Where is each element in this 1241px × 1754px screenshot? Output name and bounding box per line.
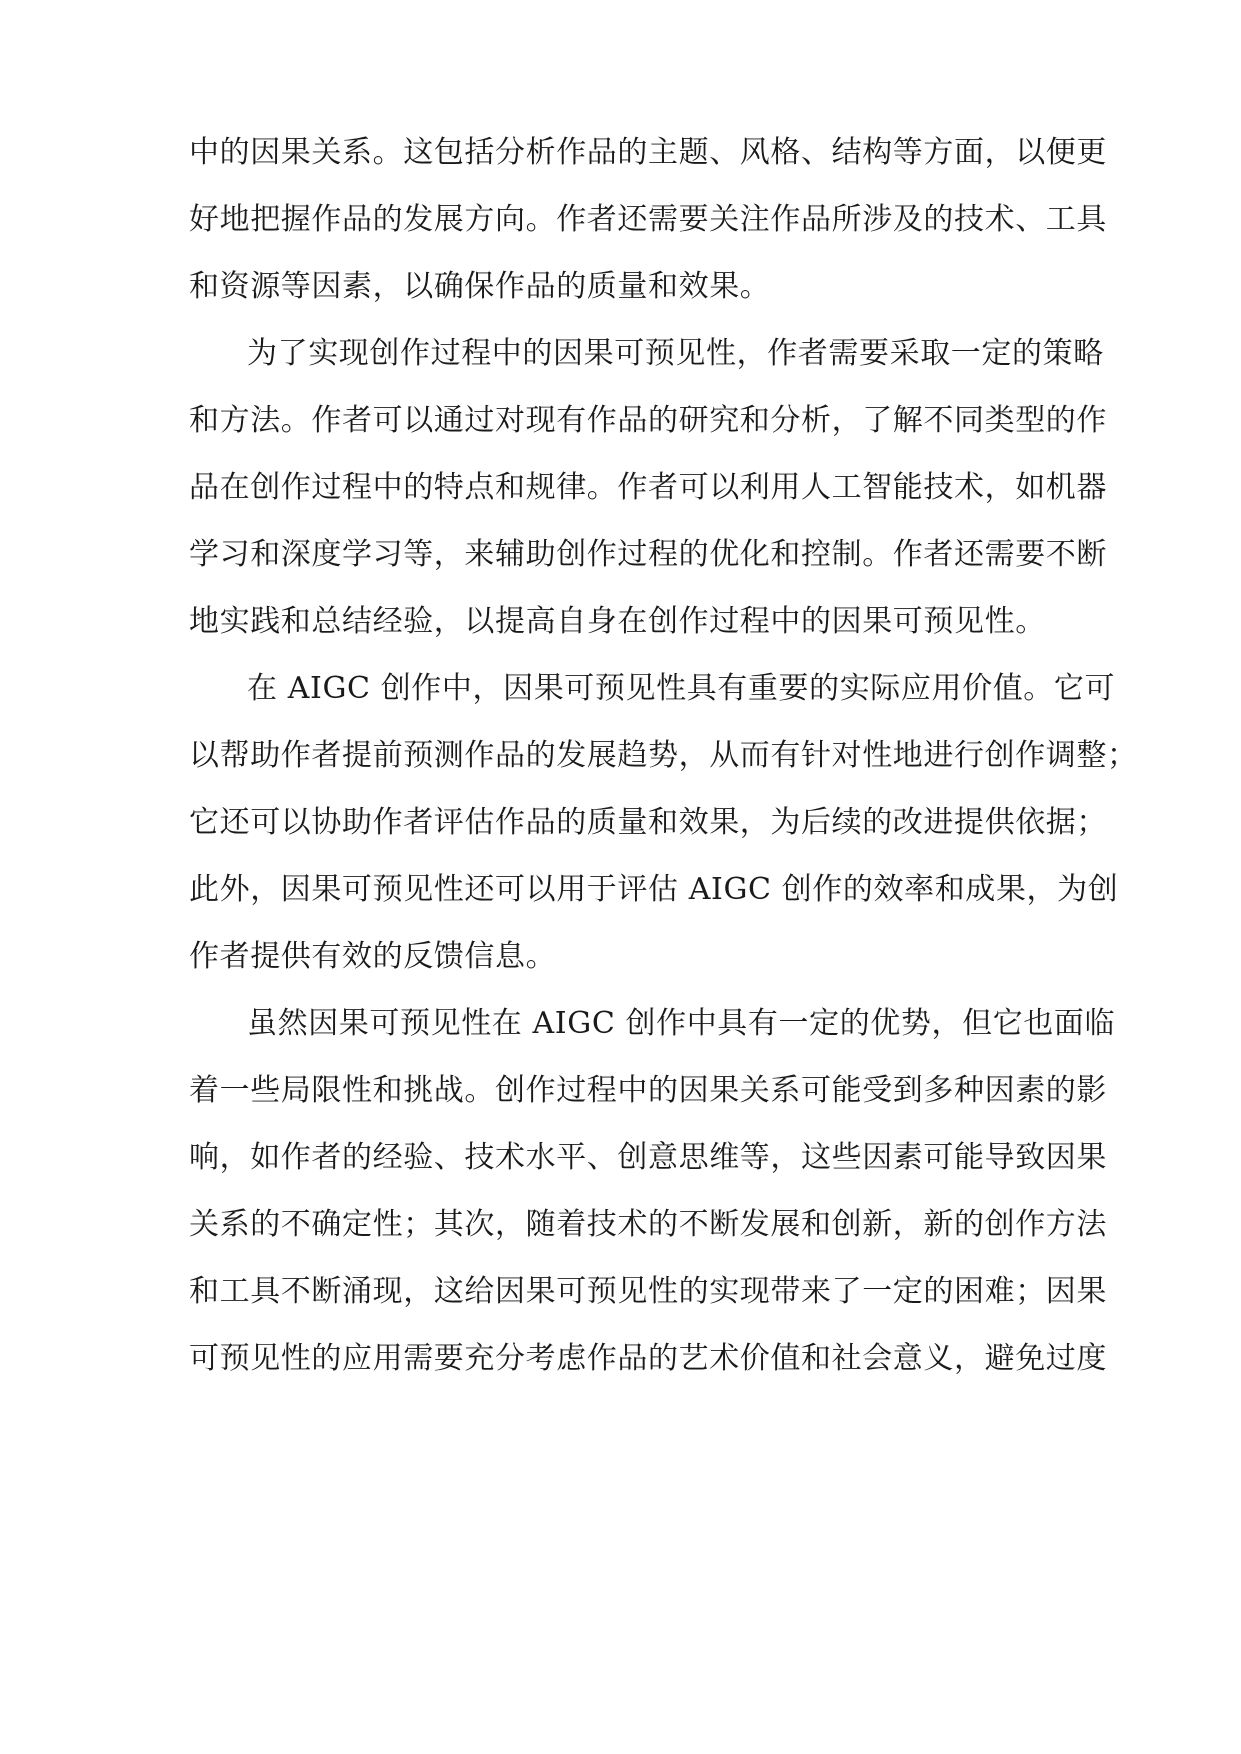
text-line: 它还可以协助作者评估作品的质量和效果，为后续的改进提供依据； <box>189 805 1107 840</box>
text-line: 好地把握作品的发展方向。作者还需要关注作品所涉及的技术、工具 <box>189 202 1107 237</box>
text-line: 中的因果关系。这包括分析作品的主题、风格、结构等方面，以便更 <box>189 135 1107 170</box>
text-line: 可预见性的应用需要充分考虑作品的艺术价值和社会意义，避免过度 <box>189 1341 1107 1376</box>
paragraph-first-line: 为了实现创作过程中的因果可预见性，作者需要采取一定的策略 <box>247 336 1104 371</box>
text-line: 和资源等因素，以确保作品的质量和效果。 <box>189 269 771 304</box>
text-line: 和工具不断涌现，这给因果可预见性的实现带来了一定的困难；因果 <box>189 1274 1107 1309</box>
text-line: 作者提供有效的反馈信息。 <box>189 939 557 974</box>
text-line: 和方法。作者可以通过对现有作品的研究和分析，了解不同类型的作 <box>189 403 1107 438</box>
text-line: 品在创作过程中的特点和规律。作者可以利用人工智能技术，如机器 <box>189 470 1107 505</box>
text-line: 学习和深度学习等，来辅助创作过程的优化和控制。作者还需要不断 <box>189 537 1107 572</box>
text-line: 此外，因果可预见性还可以用于评估 AIGC 创作的效率和成果，为创 <box>189 872 1119 907</box>
text-line: 以帮助作者提前预测作品的发展趋势，从而有针对性地进行创作调整； <box>189 738 1138 773</box>
text-line: 着一些局限性和挑战。创作过程中的因果关系可能受到多种因素的影 <box>189 1073 1107 1108</box>
text-line: 关系的不确定性；其次，随着技术的不断发展和创新，新的创作方法 <box>189 1207 1107 1242</box>
text-line: 地实践和总结经验，以提高自身在创作过程中的因果可预见性。 <box>189 604 1046 639</box>
text-line: 响，如作者的经验、技术水平、创意思维等，这些因素可能导致因果 <box>189 1140 1107 1175</box>
paragraph-first-line: 在 AIGC 创作中，因果可预见性具有重要的实际应用价值。它可 <box>247 671 1116 706</box>
paragraph-first-line: 虽然因果可预见性在 AIGC 创作中具有一定的优势，但它也面临 <box>247 1006 1116 1041</box>
